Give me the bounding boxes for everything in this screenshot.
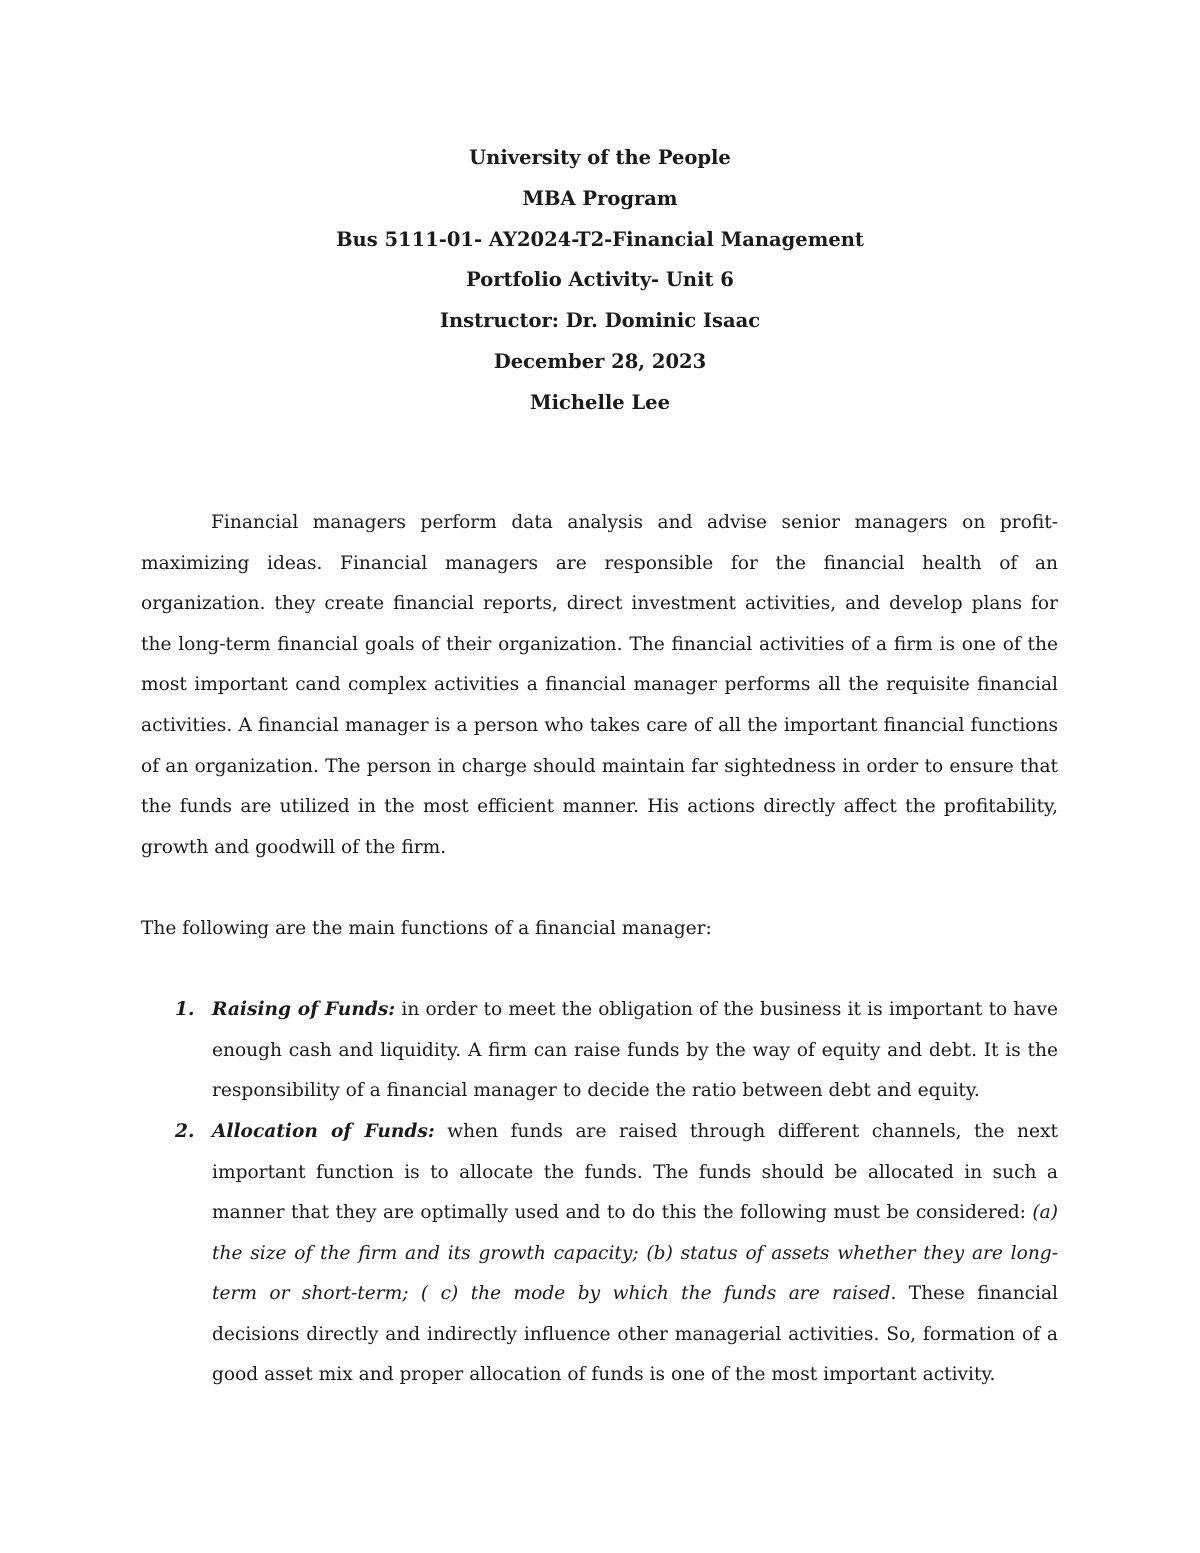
function-term: Raising of Funds: <box>212 999 396 1021</box>
intro-paragraph: Financial managers perform data analysis and advise senior managers on profit-maximizing ideas. Financial managers are responsible for the financial health of an organization. they create financial reports, direct investment activities, and develop plans for the long-term financial goals of their organization. The financial activities of a firm is one of the most important cand complex activities a financial manager performs all the requisite financial activities. A financial manager is a person who takes care of all the important financial functions of an organization. The person in charge should maintain far sightedness in order to ensure that the funds are utilized in the most efficient manner. His actions directly affect the profitability, growth and goodwill of the firm. <box>141 512 1058 858</box>
list-intro: The following are the main functions of a financial manager: <box>141 917 712 939</box>
function-description-end: . These financial decisions directly and indirectly influence other managerial activities. So, formation of a good asset mix and proper allocation of funds is one of the most important activity. <box>212 1283 1058 1386</box>
list-item-number: 2. <box>175 1120 195 1142</box>
functions-list <box>141 990 1058 1396</box>
course-title: Bus 5111-01- AY2024-T2-Financial Management <box>336 227 864 251</box>
submission-date: December 28, 2023 <box>493 349 707 373</box>
document-body <box>141 503 1058 1396</box>
list-item-number: 1. <box>175 999 195 1021</box>
program-name: MBA Program <box>522 186 678 210</box>
title-block <box>140 138 1060 424</box>
author-name: Michelle Lee <box>530 390 670 414</box>
function-description: when funds are raised through different channels, the next important function is to allocate the funds. The funds should be allocated in such a manner that they are optimally used and to do this the following must be considered: <box>212 1120 1058 1224</box>
function-considerations: (a) the size of the firm and its growth capacity; (b) status of assets whether they are long-term or short-term; ( c) the mode by which the funds are raised <box>212 1202 1058 1305</box>
list-item <box>141 1112 1058 1396</box>
instructor-name: Instructor: Dr. Dominic Isaac <box>439 309 761 333</box>
list-item <box>141 990 1058 1112</box>
function-term: Allocation of Funds: <box>212 1120 435 1142</box>
assignment-title: Portfolio Activity- Unit 6 <box>466 268 734 292</box>
university-name: University of the People <box>469 146 731 169</box>
function-description: in order to meet the obligation of the business it is important to have enough cash and liquidity. A firm can raise funds by the way of equity and debt. It is the responsibility of a financial manager to decide the ratio between debt and equity. <box>212 999 1058 1102</box>
